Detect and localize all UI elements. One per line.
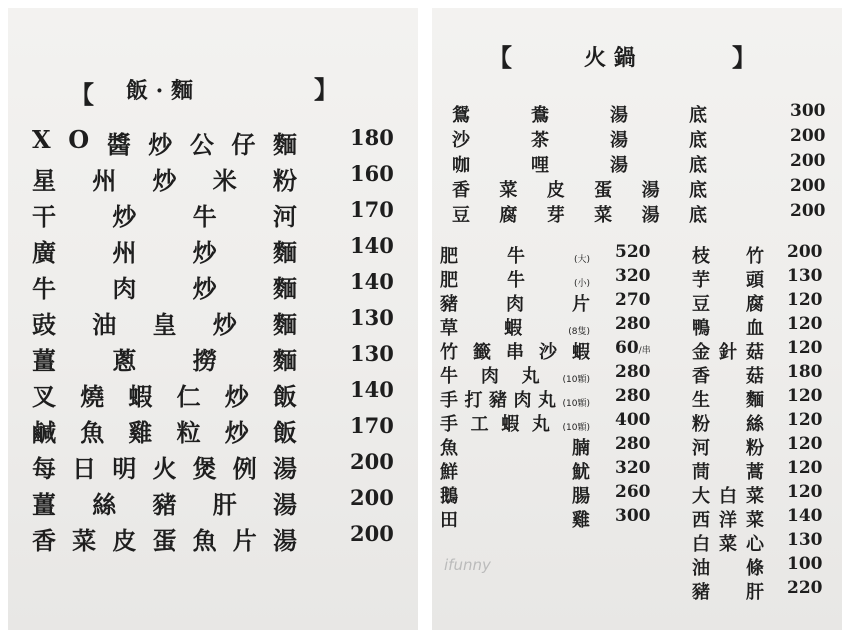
item-price: 180 [350, 125, 394, 150]
item-price: 280 [615, 386, 651, 406]
hotpot-menu-panel [432, 8, 842, 630]
item-price: 120 [787, 338, 823, 358]
right-bracket-icon: 】 [732, 44, 756, 72]
item-price: 120 [787, 434, 823, 454]
item-name: 枝 竹 [692, 246, 764, 267]
item-price: 130 [350, 341, 394, 366]
item-price: 200 [787, 242, 823, 262]
item-name: 香 菜 皮 蛋 魚 片 湯 [32, 526, 297, 555]
item-portion-note: (10顆) [562, 423, 590, 433]
item-price: 280 [615, 434, 651, 454]
soup-base-row [452, 201, 832, 231]
menu-item-row [32, 377, 412, 411]
item-name: 豆 腐 [692, 294, 764, 315]
item-name: 薑 蔥 撈 麵 [32, 346, 297, 375]
item-name: 豉 油 皇 炒 麵 [32, 310, 297, 339]
item-name: 鵝 腸 [440, 486, 590, 507]
item-price: 260 [615, 482, 651, 502]
menu-item-row [32, 161, 412, 195]
item-name: 星 州 炒 米 粉 [32, 166, 297, 195]
item-name: 香 菜 皮 蛋 湯 底 [452, 180, 707, 201]
item-name: 竹 籤 串 沙 蝦 [440, 342, 590, 363]
item-name: 手 工 蝦 丸 (10顆) [440, 414, 590, 435]
watermark: ifunny [444, 556, 491, 574]
item-price: 200 [350, 521, 394, 546]
item-price: 220 [787, 578, 823, 598]
item-name: 田 雞 [440, 510, 590, 531]
item-name: 鴨 血 [692, 318, 764, 339]
item-name: 金 針 菇 [692, 342, 764, 363]
item-price: 200 [790, 151, 826, 171]
item-price: 130 [787, 530, 823, 550]
item-name: 牛 肉 炒 麵 [32, 274, 297, 303]
item-name: 沙 茶 湯 底 [452, 130, 707, 151]
item-name: 肥 牛 (大) [440, 246, 590, 267]
item-name: 肥 牛 (小) [440, 270, 590, 291]
item-name: 河 粉 [692, 438, 764, 459]
item-name: 油 條 [692, 558, 764, 579]
item-price: 130 [787, 266, 823, 286]
menu-item-row [32, 485, 412, 519]
item-price: 120 [787, 314, 823, 334]
item-name: 廣 州 炒 麵 [32, 238, 297, 267]
left-bracket-icon: 【 [488, 44, 512, 72]
item-portion-note: (大) [573, 255, 590, 265]
menu-item-row [32, 305, 412, 339]
item-name: 咖 哩 湯 底 [452, 155, 707, 176]
menu-item-row [32, 125, 412, 159]
item-price: 200 [350, 449, 394, 474]
item-portion-note: (8隻) [568, 327, 590, 337]
item-price: 170 [350, 197, 394, 222]
item-name: 草 蝦 (8隻) [440, 318, 590, 339]
item-name: 大 白 菜 [692, 486, 764, 507]
item-name: 鮮 魷 [440, 462, 590, 483]
item-price: 200 [790, 126, 826, 146]
vegetable-item-row [692, 578, 832, 608]
item-price: 140 [787, 506, 823, 526]
item-name: 豬 肝 [692, 582, 764, 603]
item-price: 200 [350, 485, 394, 510]
item-price: 280 [615, 362, 651, 382]
item-portion-note: (10顆) [562, 399, 590, 409]
item-name: 白 菜 心 [692, 534, 764, 555]
item-price: 200 [790, 201, 826, 221]
item-portion-note: (10顆) [562, 375, 590, 385]
item-price: 140 [350, 233, 394, 258]
meat-item-row [440, 506, 665, 536]
item-price-unit: /串 [638, 346, 651, 356]
item-name: 粉 絲 [692, 414, 764, 435]
item-price: 120 [787, 386, 823, 406]
item-price: 130 [350, 305, 394, 330]
item-name: 薑 絲 豬 肝 湯 [32, 490, 297, 519]
item-price: 400 [615, 410, 651, 430]
item-name: 西 洋 菜 [692, 510, 764, 531]
left-bracket-icon: 【 [70, 81, 94, 109]
item-name: 魚 腩 [440, 438, 590, 459]
item-price: 160 [350, 161, 394, 186]
item-price: 300 [615, 506, 651, 526]
section-title-hotpot: 火 鍋 [584, 45, 636, 71]
item-name: 芋 頭 [692, 270, 764, 291]
item-name: 鴛 鴦 湯 底 [452, 105, 707, 126]
item-name: 豬 肉 片 [440, 294, 590, 315]
right-bracket-icon: 】 [314, 76, 338, 104]
rice-noodle-menu-panel [8, 8, 418, 630]
item-name: 豆 腐 芽 菜 湯 底 [452, 205, 707, 226]
item-price: 120 [787, 410, 823, 430]
item-price: 140 [350, 269, 394, 294]
item-name: 干 炒 牛 河 [32, 202, 297, 231]
item-name: X O 醬 炒 公 仔 麵 [32, 125, 297, 159]
item-price: 140 [350, 377, 394, 402]
menu-item-row [32, 413, 412, 447]
item-price: 270 [615, 290, 651, 310]
menu-item-row [32, 521, 412, 555]
item-name: 每 日 明 火 煲 例 湯 [32, 454, 297, 483]
menu-item-row [32, 197, 412, 231]
item-name: 手 打 豬 肉 丸 (10顆) [440, 390, 590, 411]
item-price: 100 [787, 554, 823, 574]
menu-item-row [32, 341, 412, 375]
item-price: 520 [615, 242, 651, 262]
item-name: 茼 蒿 [692, 462, 764, 483]
item-name: 香 菇 [692, 366, 764, 387]
menu-item-row [32, 269, 412, 303]
menu-item-row [32, 233, 412, 267]
item-name: 鹹 魚 雞 粒 炒 飯 [32, 418, 297, 447]
item-price: 180 [787, 362, 823, 382]
menu-item-row [32, 449, 412, 483]
section-title-rice-noodles: 飯 · 麵 [126, 78, 193, 104]
item-portion-note: (小) [573, 279, 590, 289]
item-name: 生 麵 [692, 390, 764, 411]
item-price: 120 [787, 482, 823, 502]
item-price: 120 [787, 290, 823, 310]
item-name: 叉 燒 蝦 仁 炒 飯 [32, 382, 297, 411]
item-price: 60/串 [615, 338, 651, 358]
item-price: 320 [615, 266, 651, 286]
item-price: 120 [787, 458, 823, 478]
item-name: 牛 肉 丸 (10顆) [440, 366, 590, 387]
item-price: 280 [615, 314, 651, 334]
item-price: 200 [790, 176, 826, 196]
item-price: 300 [790, 101, 826, 121]
item-price: 320 [615, 458, 651, 478]
item-price: 170 [350, 413, 394, 438]
